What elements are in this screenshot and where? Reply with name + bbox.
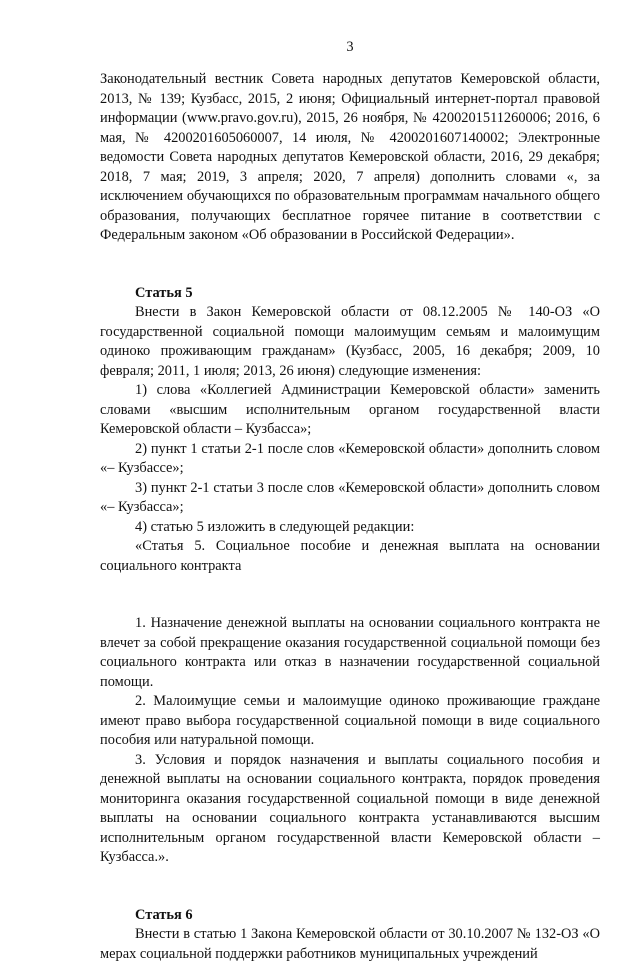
- article-6: [100, 906, 600, 964]
- quoted-clause-2: 2. Малоимущие семьи и малоимущие одиноко проживающие граждане имеют право выбора государственной социальной помощи в виде социального пособия или натуральной помощи.: [100, 692, 600, 751]
- article-5-item-3: 3) пункт 2-1 статьи 3 после слов «Кемеровской области» дополнить словом «– Кузбасса»;: [100, 479, 600, 518]
- spacer: [100, 868, 600, 906]
- quoted-clause-1: 1. Назначение денежной выплаты на основании социального контракта не влечет за собой прекращение оказания государственной социальной помощи без социального контракта или отказ в назначении государственной социальной помощи.: [100, 614, 600, 692]
- article-5-heading: Статья 5: [100, 284, 600, 304]
- spacer: [100, 576, 600, 614]
- article-5: [100, 284, 600, 868]
- intro-paragraph: Законодательный вестник Совета народных депутатов Кемеровской области, 2013, № 139; Кузбасс, 2015, 2 июня; Официальный интернет-портал правовой информации (www.pravo.gov.ru), 2015, 26 ноября, № 4200201511260006; 2016, 6 мая, № 4200201605060007, 14 июля, № 4200201607140002; Электронные ведомости Совета народных депутатов Кемеровской области, 2016, 29 декабря; 2018, 7 мая; 2019, 3 апреля; 2020, 7 апреля) дополнить словами «, за исключением обучающихся по образовательным программам начального общего образования, получающих бесплатное горячее питание в соответствии с Федеральным законом «Об образовании в Российской Федерации».: [100, 70, 600, 246]
- document-body: [100, 70, 600, 964]
- quoted-clause-3: 3. Условия и порядок назначения и выплаты социального пособия и денежной выплаты на основании социального контракта, порядок проведения мониторинга оказания государственной социальной помощи в виде денежной выплаты на основании социального контракта устанавливаются высшим исполнительным органом государственной власти Кемеровской области – Кузбасса.».: [100, 751, 600, 868]
- page-number: 3: [100, 38, 600, 58]
- article-6-preamble: Внести в статью 1 Закона Кемеровской области от 30.10.2007 № 132-ОЗ «О мерах социальной поддержки работников муниципальных учреждений: [100, 925, 600, 964]
- article-5-item-1: 1) слова «Коллегией Администрации Кемеровской области» заменить словами «высшим исполнительным органом государственной власти Кемеровской области – Кузбасса»;: [100, 381, 600, 440]
- spacer: [100, 246, 600, 284]
- article-5-preamble: Внести в Закон Кемеровской области от 08.12.2005 № 140-ОЗ «О государственной социальной помощи малоимущим семьям и малоимущим одиноко проживающим гражданам» (Кузбасс, 2005, 16 декабря; 2009, 10 февраля; 2011, 1 июля; 2013, 26 июня) следующие изменения:: [100, 303, 600, 381]
- article-5-item-2: 2) пункт 1 статьи 2-1 после слов «Кемеровской области» дополнить словом «– Кузбассе»;: [100, 440, 600, 479]
- article-5-item-4: 4) статью 5 изложить в следующей редакции:: [100, 518, 600, 538]
- article-6-heading: Статья 6: [100, 906, 600, 926]
- quoted-article-title: «Статья 5. Социальное пособие и денежная выплата на основании социального контракта: [100, 537, 600, 576]
